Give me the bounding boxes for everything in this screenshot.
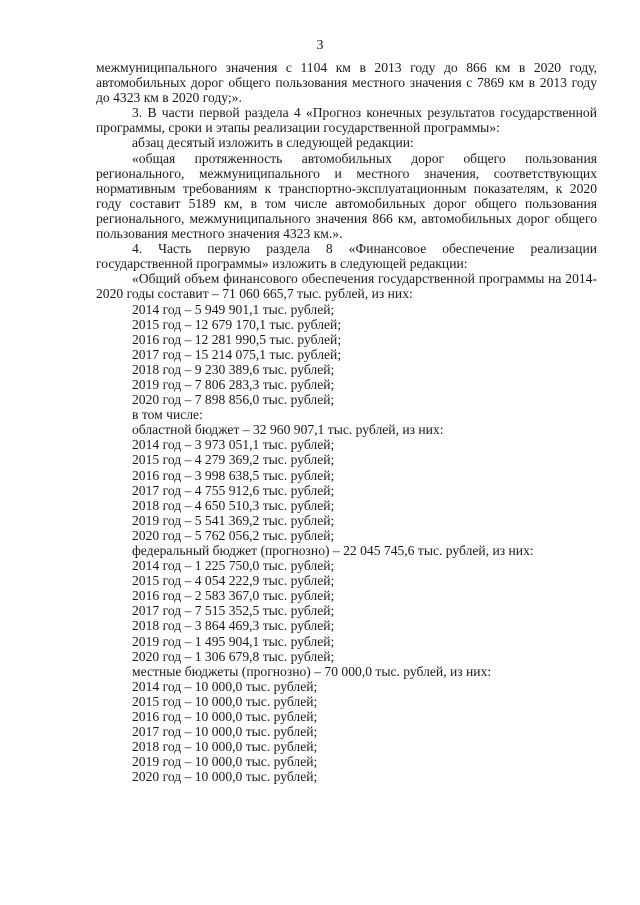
list-item: 2018 год – 9 230 389,6 тыс. рублей; xyxy=(132,361,335,377)
local-years-list xyxy=(96,679,597,785)
regional-years-list xyxy=(96,437,597,543)
list-item: 2019 год – 10 000,0 тыс. рублей; xyxy=(132,754,318,770)
list-item: 2020 год – 10 000,0 тыс. рублей; xyxy=(132,769,318,785)
list-item: 2016 год – 2 583 367,0 тыс. рублей; xyxy=(132,588,335,604)
in-that-number-label: в том числе: xyxy=(132,407,203,423)
list-item: 2019 год – 5 541 369,2 тыс. рублей; xyxy=(132,512,335,528)
list-item: 2016 год – 12 281 990,5 тыс. рублей; xyxy=(132,331,342,347)
list-item: 2019 год – 7 806 283,3 тыс. рублей; xyxy=(132,376,335,392)
paragraph-quote-road-length: «общая протяженность автомобильных дорог общего пользования регионального, межмуниципального и местного значения, соответствующих нормативным требованиям к транспортно-эксплуатационным показателям, к 2020 году составит 5189 км, в том числе автомобильных дорог общего пользования регионального, межмуниципального значения 866 км, автомобильных дорог общего пользования местного значения 4323 км.». xyxy=(96,150,597,242)
local-budget-header: местные бюджеты (прогнозно) – 70 000,0 тыс. рублей, из них: xyxy=(132,663,492,679)
list-item: 2019 год – 1 495 904,1 тыс. рублей; xyxy=(132,633,335,649)
regional-budget-header: областной бюджет – 32 960 907,1 тыс. рублей, из них: xyxy=(132,422,444,438)
paragraph-item-3: 3. В части первой раздела 4 «Прогноз конечных результатов государственной программы, сроки и этапы реализации государственной программы»: xyxy=(96,105,597,136)
page-number: 3 xyxy=(316,38,324,53)
list-item: 2020 год – 5 762 056,2 тыс. рублей; xyxy=(132,527,335,543)
list-item: 2017 год – 4 755 912,6 тыс. рублей; xyxy=(132,482,335,498)
total-years-list xyxy=(96,302,597,408)
paragraph-tenth-abzac: абзац десятый изложить в следующей редакции: xyxy=(132,135,414,151)
list-item: 2018 год – 3 864 469,3 тыс. рублей; xyxy=(132,618,335,634)
list-item: 2015 год – 12 679 170,1 тыс. рублей; xyxy=(132,316,342,332)
paragraph-item-4: 4. Часть первую раздела 8 «Финансовое обеспечение реализации государственной программы» изложить в следующей редакции: xyxy=(96,241,597,272)
list-item: 2018 год – 10 000,0 тыс. рублей; xyxy=(132,739,318,755)
list-item: 2015 год – 4 279 369,2 тыс. рублей; xyxy=(132,452,335,468)
document-body xyxy=(96,60,597,785)
paragraph-total-funding: «Общий объем финансового обеспечения государственной программы на 2014-2020 годы составит – 71 060 665,7 тыс. рублей, из них: xyxy=(96,271,597,302)
list-item: 2014 год – 5 949 901,1 тыс. рублей; xyxy=(132,301,335,317)
list-item: 2018 год – 4 650 510,3 тыс. рублей; xyxy=(132,497,335,513)
federal-budget-header: федеральный бюджет (прогнозно) – 22 045 745,6 тыс. рублей, из них: xyxy=(132,543,534,558)
list-item: 2014 год – 3 973 051,1 тыс. рублей; xyxy=(132,437,335,453)
list-item: 2016 год – 10 000,0 тыс. рублей; xyxy=(132,709,318,725)
list-item: 2016 год – 3 998 638,5 тыс. рублей; xyxy=(132,467,335,483)
paragraph-continuation: межмуниципального значения с 1104 км в 2013 году до 866 км в 2020 году, автомобильных дорог общего пользования местного значения с 7869 км в 2013 году до 4323 км в 2020 году;». xyxy=(96,60,597,106)
list-item: 2020 год – 7 898 856,0 тыс. рублей; xyxy=(132,392,335,408)
list-item: 2017 год – 7 515 352,5 тыс. рублей; xyxy=(132,603,335,619)
list-item: 2020 год – 1 306 679,8 тыс. рублей; xyxy=(132,648,335,664)
list-item: 2014 год – 1 225 750,0 тыс. рублей; xyxy=(132,558,335,574)
list-item: 2015 год – 10 000,0 тыс. рублей; xyxy=(132,693,318,709)
list-item: 2014 год – 10 000,0 тыс. рублей; xyxy=(132,678,318,694)
list-item: 2017 год – 10 000,0 тыс. рублей; xyxy=(132,724,318,740)
list-item: 2015 год – 4 054 222,9 тыс. рублей; xyxy=(132,573,335,589)
federal-years-list xyxy=(96,558,597,664)
list-item: 2017 год – 15 214 075,1 тыс. рублей; xyxy=(132,346,342,362)
